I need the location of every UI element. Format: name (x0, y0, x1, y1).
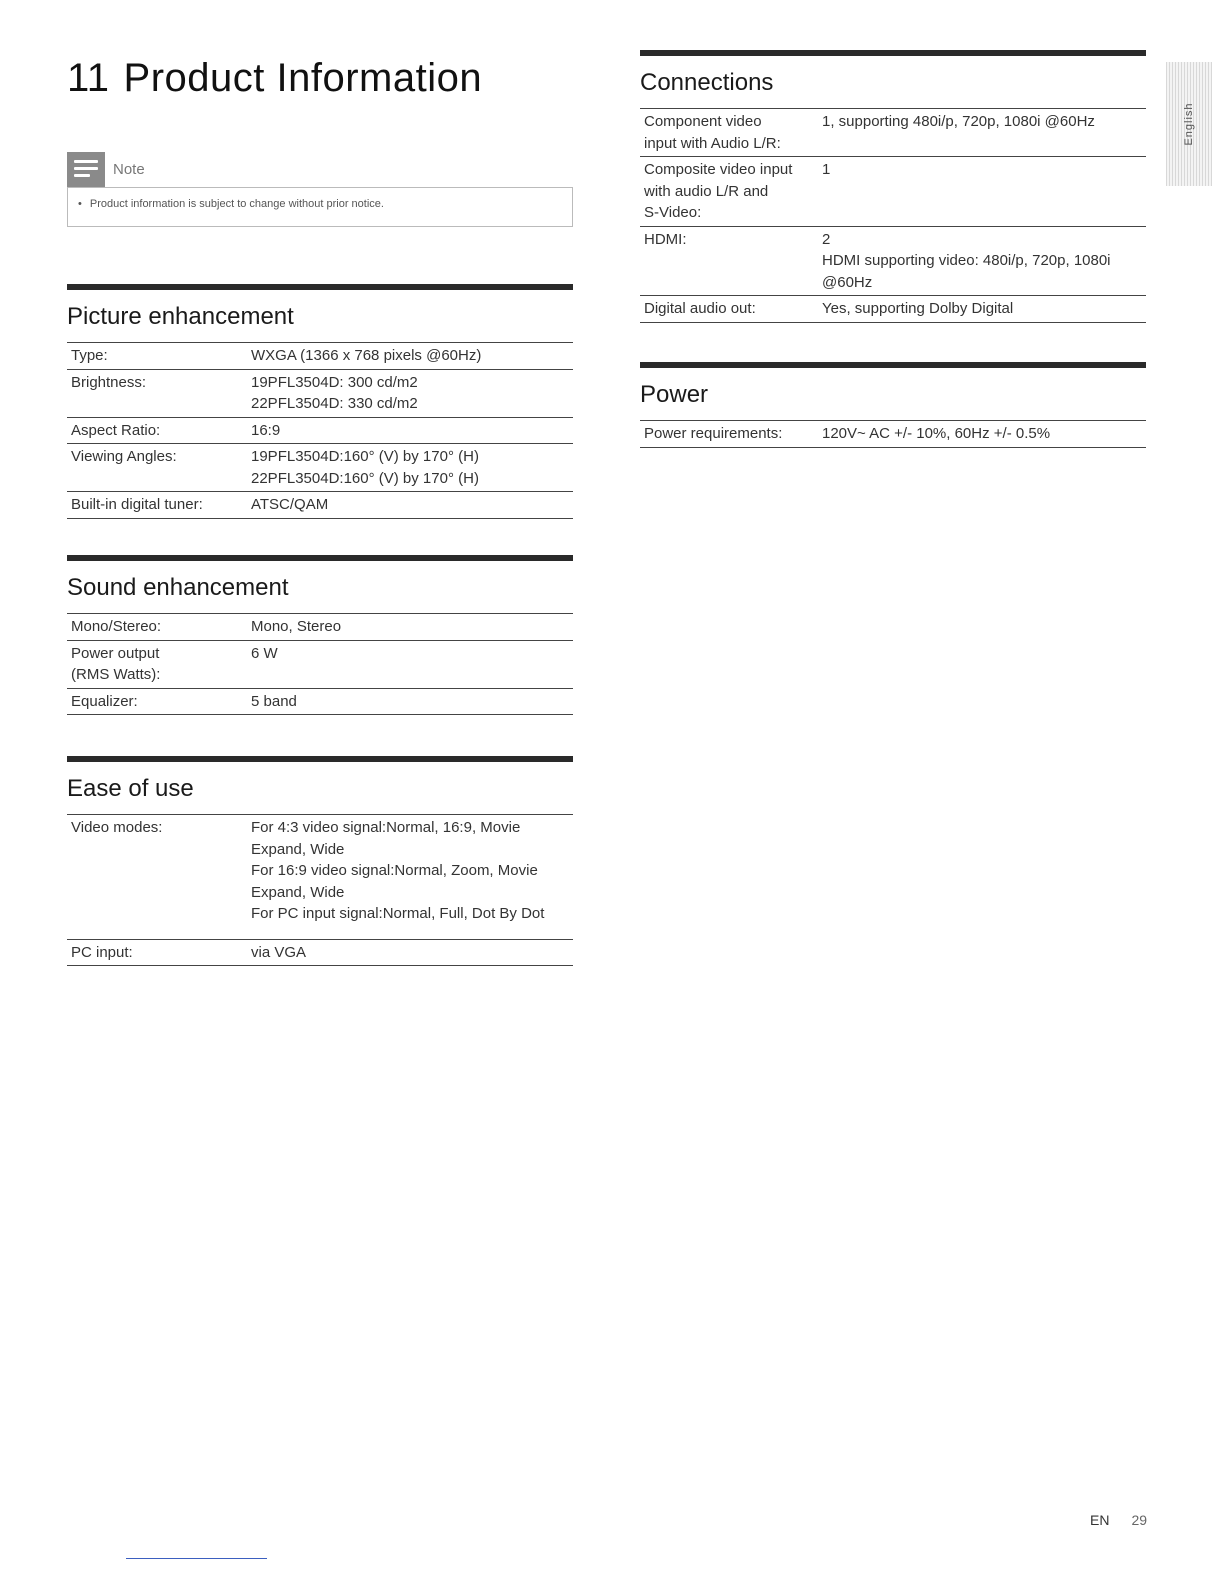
spec-key: Brightness: (71, 373, 147, 391)
section-title: Ease of use (67, 775, 194, 802)
spec-value: WXGA (1366 x 768 pixels @60Hz) (251, 347, 482, 364)
bullet-icon: • (78, 198, 82, 210)
spec-key: Equalizer: (71, 692, 138, 710)
table-row (640, 157, 1146, 227)
spec-key: Component video input with Audio L/R: (644, 113, 781, 152)
spec-key: Power requirements: (644, 425, 783, 442)
spec-key: Video modes: (71, 819, 163, 836)
table-row (640, 421, 1146, 448)
section-sound-enhancement (67, 555, 573, 715)
note-text: Product information is subject to change without prior notice. (89, 198, 384, 210)
section-ease-of-use (67, 756, 573, 966)
note-label: Note (113, 161, 145, 178)
spec-value: ATSC/QAM (251, 496, 329, 513)
spec-key: Power output (RMS Watts): (71, 644, 161, 683)
chapter-title: Product Information (123, 56, 483, 100)
spec-value: 19PFL3504D: 300 cd/m2 22PFL3504D: 330 cd/m2 (251, 373, 418, 412)
spec-table (67, 342, 573, 519)
spec-table (640, 108, 1146, 323)
section-power (640, 362, 1146, 448)
note-icon (67, 152, 105, 187)
spec-key: Digital audio out: (644, 300, 756, 317)
note-box (67, 152, 573, 227)
section-title: Picture enhancement (67, 303, 294, 330)
footer-language: EN (1090, 1512, 1110, 1528)
spec-key: Type: (71, 347, 108, 364)
section-title: Connections (640, 69, 774, 96)
spec-value: For 4:3 video signal:Normal, 16:9, Movie Expand, Wide For 16:9 video signal:Normal, Zoom, Movie Expand, Wide For PC input signal:Normal, Full, Dot By Dot (251, 819, 545, 922)
table-row (640, 296, 1146, 323)
spec-table (67, 613, 573, 715)
table-row (67, 444, 573, 492)
spec-value: 6 W (251, 644, 278, 662)
spec-value: 1, supporting 480i/p, 720p, 1080i @60Hz (822, 113, 1095, 130)
page-title (67, 56, 482, 101)
table-row (67, 640, 573, 688)
spec-key: Viewing Angles: (71, 448, 177, 465)
footer-underline (126, 1558, 267, 1559)
spec-key: Mono/Stereo: (71, 618, 162, 635)
spec-key: HDMI: (644, 230, 687, 248)
section-title: Power (640, 381, 709, 408)
spec-key: Aspect Ratio: (71, 421, 161, 439)
table-row (640, 109, 1146, 157)
language-tab-label: English (1183, 102, 1195, 146)
table-row (67, 688, 573, 715)
spec-value: Yes, supporting Dolby Digital (822, 300, 1014, 317)
spec-value: 19PFL3504D:160° (V) by 170° (H) 22PFL3504D:160° (V) by 170° (H) (251, 448, 479, 487)
table-row (67, 492, 573, 519)
section-picture-enhancement (67, 284, 573, 519)
spec-value: via VGA (251, 943, 307, 961)
spec-value: 1 (822, 161, 831, 178)
table-row (67, 614, 573, 641)
table-row (67, 343, 573, 370)
spec-table (67, 814, 573, 966)
section-title: Sound enhancement (67, 574, 289, 601)
language-tab (1166, 62, 1212, 186)
note-body (67, 187, 573, 227)
spec-value: 16:9 (251, 421, 281, 439)
spec-value: 2 HDMI supporting video: 480i/p, 720p, 1080i @60Hz (822, 230, 1111, 291)
spec-value: 5 band (251, 692, 297, 710)
note-header (67, 152, 573, 187)
spec-table (640, 420, 1146, 448)
table-row (67, 417, 573, 444)
table-row (67, 369, 573, 417)
spec-value: Mono, Stereo (251, 618, 342, 635)
table-row (67, 815, 573, 940)
section-connections (640, 50, 1146, 323)
spec-value: 120V~ AC +/- 10%, 60Hz +/- 0.5% (822, 425, 1051, 442)
page-number: 29 (1131, 1512, 1148, 1528)
spec-key: Composite video input with audio L/R and S-Video: (644, 161, 793, 221)
table-row (67, 939, 573, 966)
chapter-number: 11 (67, 56, 110, 100)
page-footer (1090, 1512, 1147, 1528)
table-row (640, 226, 1146, 296)
spec-key: Built-in digital tuner: (71, 496, 203, 513)
spec-key: PC input: (71, 943, 133, 961)
